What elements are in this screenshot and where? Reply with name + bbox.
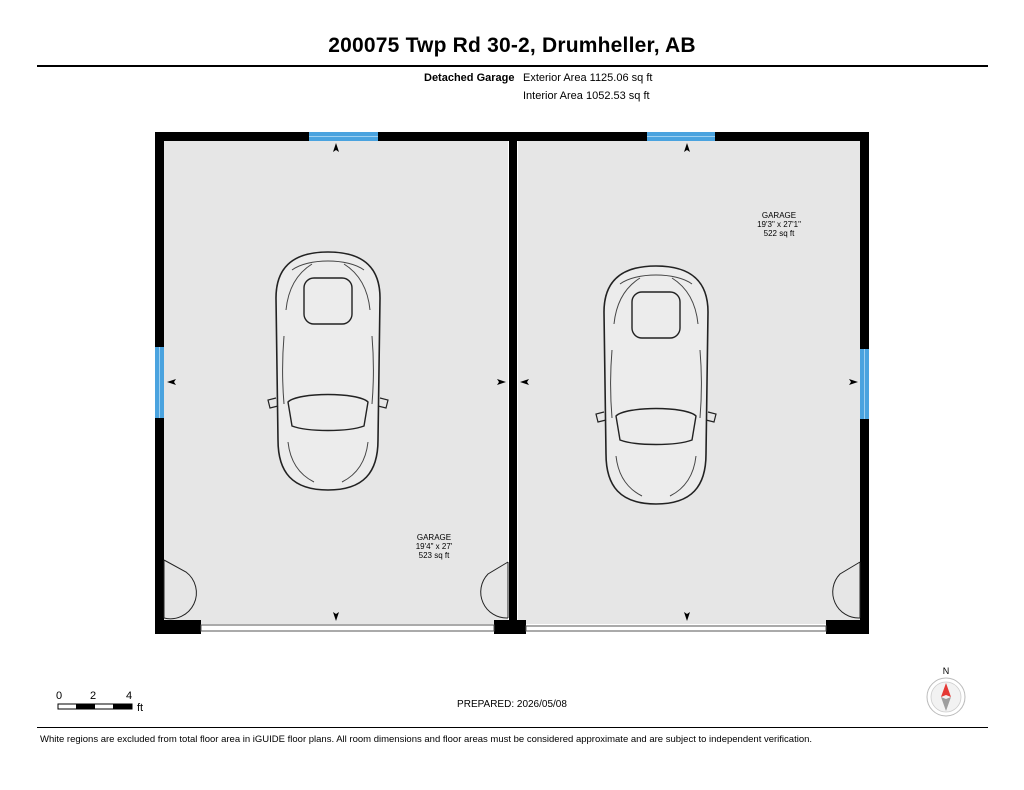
scale-tick-4: 4 — [126, 690, 133, 702]
overhead-door-left — [201, 625, 494, 631]
room-dimensions: 19'4" x 27' — [415, 542, 453, 551]
wall-bottom-middle-post — [494, 620, 526, 634]
wall-middle — [509, 141, 517, 626]
compass-icon — [924, 675, 968, 719]
wall-bottom-right-post — [826, 620, 869, 634]
footer-divider — [37, 727, 988, 728]
disclaimer: White regions are excluded from total floor area in iGUIDE floor plans. All room dimensions and floor areas must be considered approximate and are subject to independent verification. — [40, 734, 813, 745]
interior-area: Interior Area 1052.53 sq ft — [523, 90, 650, 102]
room-area: 523 sq ft — [418, 551, 450, 560]
page-title: 200075 Twp Rd 30-2, Drumheller, AB — [328, 34, 696, 57]
wall-bottom-left-post — [155, 620, 201, 634]
prepared-date: PREPARED: 2026/05/08 — [457, 699, 567, 710]
room-name: GARAGE — [416, 533, 452, 542]
room-label-left — [404, 533, 464, 560]
compass-north-label: N — [942, 666, 950, 676]
room-label-right — [747, 211, 811, 238]
compass — [924, 666, 968, 718]
building-label: Detached Garage — [424, 72, 515, 84]
room-name: GARAGE — [761, 211, 797, 220]
car-left — [268, 252, 388, 490]
scale-tick-0: 0 — [56, 690, 63, 702]
car-right — [596, 266, 716, 504]
wall-top — [155, 132, 869, 141]
scale-unit: ft — [137, 702, 144, 714]
overhead-door-right — [526, 626, 826, 631]
room-area: 522 sq ft — [763, 229, 795, 238]
scale-tick-2: 2 — [90, 690, 97, 702]
room-dimensions: 19'3" x 27'1" — [757, 220, 801, 229]
exterior-area: Exterior Area 1125.06 sq ft — [523, 72, 653, 84]
